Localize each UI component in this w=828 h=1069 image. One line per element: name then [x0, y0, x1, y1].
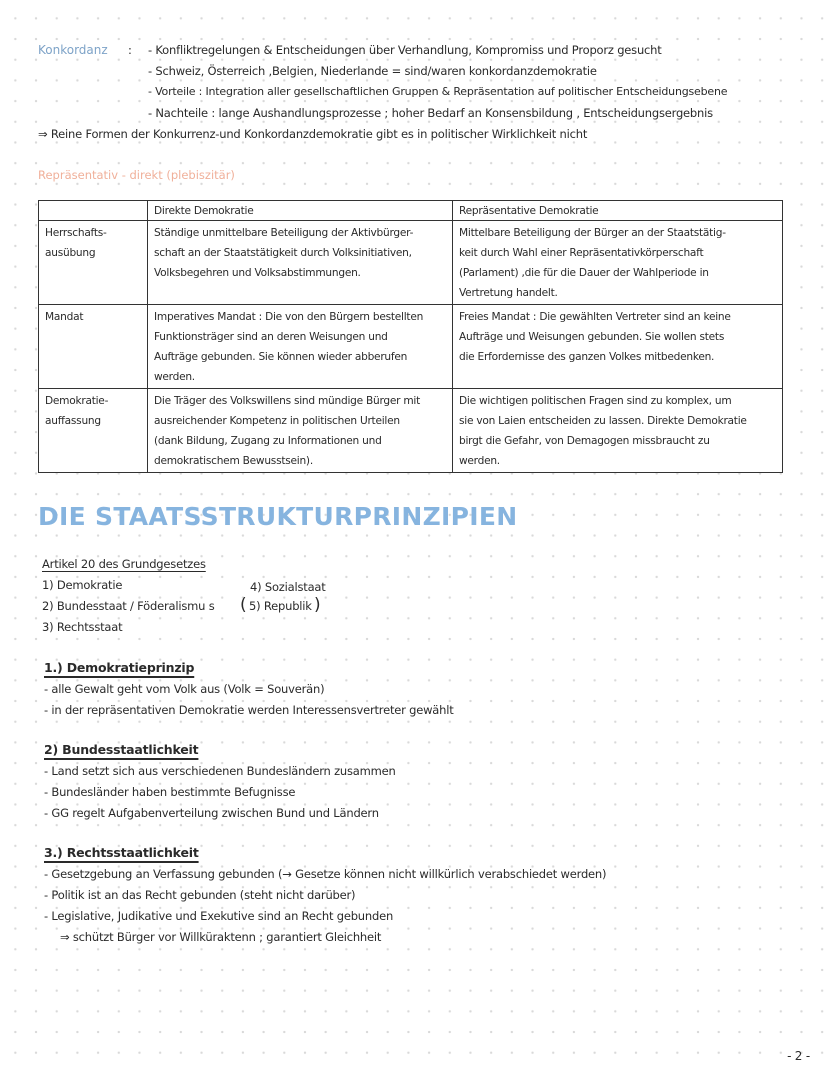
- table-header-empty: [39, 201, 148, 221]
- konkordanz-bullet: - Konfliktregelungen & Entscheidungen über Verhandlung, Kompromiss und Proporz gesucht: [148, 43, 662, 57]
- section-bullet: - Legislative, Judikative und Exekutive sind an Recht gebunden: [44, 909, 394, 923]
- table-header-repraesentativ: Repräsentative Demokratie: [453, 201, 783, 221]
- konkordanz-conclusion: ⇒ Reine Formen der Konkurrenz-und Konkordanzdemokratie gibt es in politischer Wirklichkeit nicht: [38, 127, 588, 141]
- table-header-direkt: Direkte Demokratie: [148, 201, 453, 221]
- konkordanz-label: Konkordanz: [38, 43, 108, 57]
- artikel-item-republik: 5) Republik: [249, 599, 312, 613]
- konkordanz-bullet: - Vorteile : Integration aller gesellschaftlichen Gruppen & Repräsentation auf politischer Entscheidungsebene: [148, 85, 728, 98]
- page-number: - 2 -: [787, 1049, 810, 1063]
- section-bullet: - GG regelt Aufgabenverteilung zwischen Bund und Ländern: [44, 806, 379, 820]
- section-heading-rechtsstaatlichkeit: 3.) Rechtsstaatlichkeit: [44, 845, 199, 860]
- cell-direkt: Imperatives Mandat : Die von den Bürgern bestellten Funktionsträger sind an deren Weisungen und Aufträge gebunden. Sie können wieder abberufen werden.: [148, 305, 453, 389]
- repraesentativ-direkt-line: Repräsentativ - direkt (plebiszitär): [38, 168, 235, 182]
- section-bullet: - Bundesländer haben bestimmte Befugnisse: [44, 785, 296, 799]
- cell-repraesentativ: Mittelbare Beteiligung der Bürger an der Staatstätig- keit durch Wahl einer Repräsentativkörperschaft (Parlament) ,die für die Dauer der Wahlperiode in Vertretung handelt.: [453, 221, 783, 305]
- section-bullet: - in der repräsentativen Demokratie werden Interessensvertreter gewählt: [44, 703, 454, 717]
- artikel-item-bundesstaat: 2) Bundesstaat / Föderalismu s: [42, 599, 215, 613]
- konkordanz-bullet-text: Schweiz, Österreich ,Belgien, Niederlande = sind/waren konkordanzdemokratie: [155, 64, 597, 78]
- row-label: Demokratie- auffassung: [39, 389, 148, 473]
- row-label: Herrschafts- ausübung: [39, 221, 148, 305]
- table-row: [39, 389, 783, 473]
- artikel-heading: Artikel 20 des Grundgesetzes: [42, 557, 206, 571]
- table-header-row: [39, 201, 783, 221]
- konkordanz-bullet-text: Konfliktregelungen & Entscheidungen über Verhandlung, Kompromiss und Proporz gesucht: [155, 43, 662, 57]
- section-bullet: - Gesetzgebung an Verfassung gebunden (→ Gesetze können nicht willkürlich verabschiedet werden): [44, 867, 607, 881]
- cell-repraesentativ: Die wichtigen politischen Fragen sind zu komplex, um sie von Laien entscheiden zu lassen. Direkte Demokratie birgt die Gefahr, von Demagogen missbraucht zu werden.: [453, 389, 783, 473]
- comparison-table: [38, 200, 783, 473]
- section-heading-bundesstaatlichkeit: 2) Bundesstaatlichkeit: [44, 742, 199, 757]
- section-bullet: - alle Gewalt geht vom Volk aus (Volk = Souverän): [44, 682, 325, 696]
- section-conclusion: ⇒ schützt Bürger vor Willküraktenn ; garantiert Gleichheit: [60, 930, 382, 944]
- konkordanz-bullet-text: Vorteile : Integration aller gesellschaftlichen Gruppen & Repräsentation auf politischer Entscheidungsebene: [155, 85, 728, 98]
- paren-close: ): [314, 595, 321, 615]
- konkordanz-bullet: - Schweiz, Österreich ,Belgien, Niederlande = sind/waren konkordanzdemokratie: [148, 64, 597, 78]
- table-row: [39, 221, 783, 305]
- konkordanz-bullet-text: Nachteile : lange Aushandlungsprozesse ; hoher Bedarf an Konsensbildung , Entscheidungsergebnis: [155, 106, 713, 120]
- artikel-item-sozialstaat: 4) Sozialstaat: [250, 580, 326, 594]
- cell-direkt: Ständige unmittelbare Beteiligung der Aktivbürger- schaft an der Staatstätigkeit durch Volksinitiativen, Volksbegehren und Volksabstimmungen.: [148, 221, 453, 305]
- cell-repraesentativ: Freies Mandat : Die gewählten Vertreter sind an keine Aufträge und Weisungen gebunden. Sie wollen stets die Erfordernisse des ganzen Volkes mitbedenken.: [453, 305, 783, 389]
- row-label: Mandat: [39, 305, 148, 389]
- page-title: DIE STAATSSTRUKTURPRINZIPIEN: [38, 502, 518, 531]
- artikel-item-demokratie: 1) Demokratie: [42, 578, 123, 592]
- konkordanz-colon: :: [128, 43, 132, 57]
- konkordanz-bullet: - Nachteile : lange Aushandlungsprozesse ; hoher Bedarf an Konsensbildung , Entscheidungsergebnis: [148, 106, 713, 120]
- section-heading-demokratieprinzip: 1.) Demokratieprinzip: [44, 660, 195, 675]
- paren-open: (: [240, 595, 247, 615]
- section-bullet: - Politik ist an das Recht gebunden (steht nicht darüber): [44, 888, 356, 902]
- cell-direkt: Die Träger des Volkswillens sind mündige Bürger mit ausreichender Kompetenz in politischen Urteilen (dank Bildung, Zugang zu Informationen und demokratischem Bewusstsein).: [148, 389, 453, 473]
- artikel-item-rechtsstaat: 3) Rechtsstaat: [42, 620, 123, 634]
- table-row: [39, 305, 783, 389]
- section-bullet: - Land setzt sich aus verschiedenen Bundesländern zusammen: [44, 764, 396, 778]
